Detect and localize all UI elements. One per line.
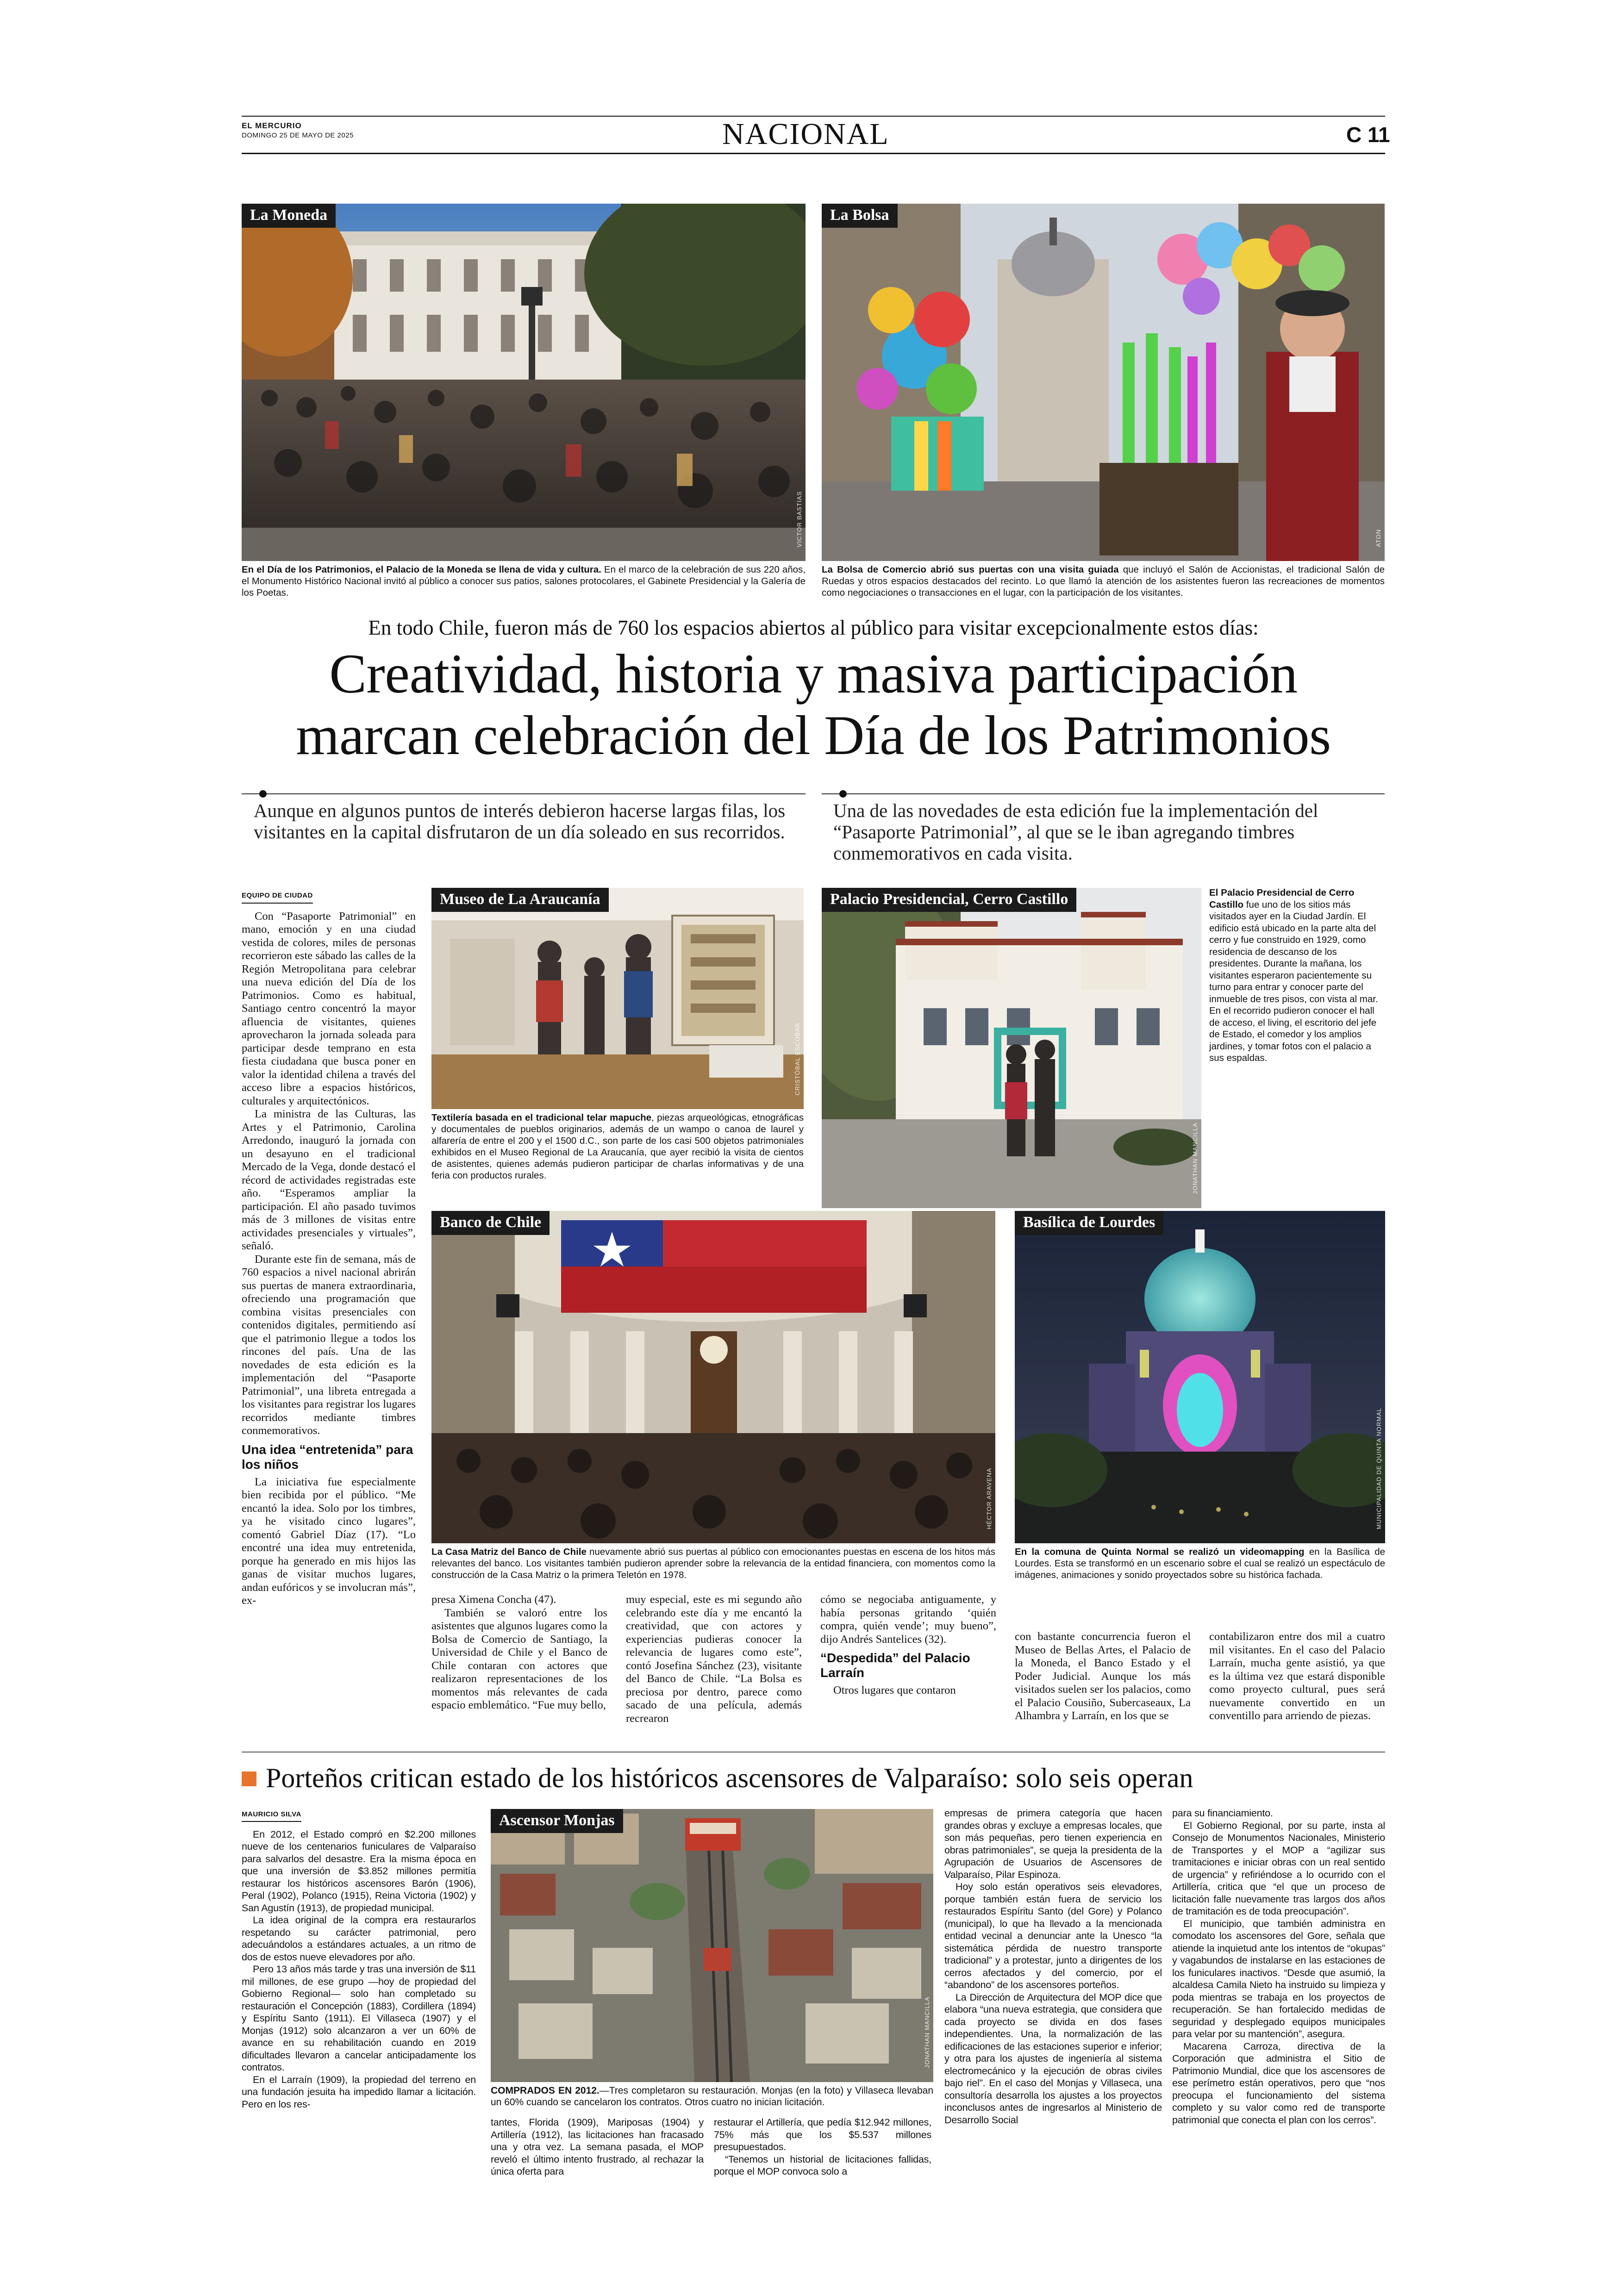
second-story-column-2 [491,2116,704,2178]
headline-line-2: marcan celebración del Día de los Patrimonios [296,705,1331,767]
dek-dot-left [259,790,267,798]
photo-credit-araucania: CRISTÓBAL ESCOBAR [794,1022,801,1095]
caption-la-moneda [242,564,806,599]
second-story-title: Porteños critican estado de los históricos ascensores de Valparaíso: solo seis operan [266,1763,1193,1793]
caption-lead-la-moneda: En el Día de los Patrimonios, el Palacio de la Moneda se llena de vida y cultura. [242,564,601,575]
dek-right: Una de las novedades de esta edición fue la implementación del “Pasaporte Patrimonial”, al que se le iban agregando timbres conmemorativos en cada visita. [833,800,1318,864]
main-byline: EQUIPO DE CIUDAD [242,889,313,904]
photo-tag-ascensor: Ascensor Monjas [491,1809,623,1833]
photo-la-bolsa [822,204,1385,561]
main-col5-p1: con bastante concurrencia fueron el Museo de Bellas Artes, el Palacio de la Moneda, el Banco Estado y el Poder Judicial. Aunque los más visitados suelen ser los palacios, como el Palacio Cousiño, Subercaseaux, La Alhambra y Larraín, en los que se [1015,1630,1191,1722]
caption-la-bolsa [822,564,1385,599]
photo-la-moneda [242,204,806,561]
la-moneda-illustration [242,204,806,561]
main-col3-p1: muy especial, este es mi segundo año celebrando este día y me encantó la creatividad, que con actores y experiencias pudieras conocer la relevancia de lugares como este”, contó Josefina Sánchez (23), visitante del Banco de Chile. “La Bolsa es preciosa por dentro, parece como sacado de una película, además recrearon [626,1593,802,1725]
caption-body-la-bolsa: que incluyó el Salón de Accionistas, el tradicional Salón de Ruedas y otros espacios destacados del recinto. Lo que llamó la atención de los asistentes fueron las recreaciones de momentos como negociaciones o transacciones en el lugar, con la participación de los visitantes. [822,564,1385,598]
banco-illustration [431,1211,995,1543]
headline-kicker: En todo Chile, fueron más de 760 los espacios abiertos al público para visitar excepcionalmente estos días: [368,616,1259,639]
photo-museo-araucania [431,888,804,1109]
main-col2-p1: presa Ximena Concha (47). [431,1593,556,1606]
caption-lourdes [1015,1546,1385,1581]
main-col6-p1: contabilizaron entre dos mil a cuatro mil visitantes. En el caso del Palacio Larraín, mucha gente asistió, ya que es la última vez que estará disponible como proyecto cultural, pues será nuevamente convertido en un conventillo para arriendo de piezas. [1209,1630,1385,1722]
second-col3-p2: “Tenemos un historial de licitaciones fallidas, porque el MOP convoca solo a [714,2153,931,2177]
second-story-column-4 [944,1807,1162,2126]
main-col2-p2: También se valoró entre los asistentes que algunos lugares como la Bolsa de Comercio de Santiago, la Universidad de Chile y el Banco de Chile contaran con actores que realizaron representaciones de los momentos más relevantes de cada espacio emblemático. “Fue muy bello, [431,1606,607,1711]
second-col5-p3: El municipio, que también administra en comodato los ascensores del Gore, señala que atiende la inquietud ante los intentos de “okupas” y vagabundos de instalarse en las estaciones de los funiculares inactivos. “Desde que asumió, la alcaldesa Camila Nieto ha instruido su limpieza y poda mientras se trabaja en los proyectos de recuperación. Se han fortalecido medidas de seguridad y desplegado equipos municipales para velar por su mantención”, asegura. [1172,1918,1385,2039]
main-col1-p2: La ministra de las Culturas, las Artes y el Patrimonio, Carolina Arredondo, inauguró la jornada con un desayuno en el tradicional Mercado de la Vega, donde destacó el récord de actividades registradas este año. “Esperamos ampliar la participación. El año pasado tuvimos más de 3 millones de visitas entre actividades presenciales y virtuales”, señaló. [242,1108,416,1252]
main-story-column-2 [431,1593,607,1712]
second-story-column-5 [1172,1807,1385,2126]
main-col1b-p1: La iniciativa fue especialmente bien recibida por el público. “Me encantó la idea. Solo por los timbres, ya he visitado cinco lugares”, comentó Gabriel Díaz (17). “Lo encontré una idea muy entretenida, porque ha generado en mis hijos las ganas de visitar muchos lugares, andan eufóricos y se involucran más”, ex- [242,1475,416,1607]
photo-credit-banco: HÉCTOR ARAVENA [986,1468,993,1529]
caption-lead-araucania: Textilería basada en el tradicional telar mapuche [431,1112,652,1123]
second-col1-p3: Pero 13 años más tarde y tras una inversión de $11 mil millones, de ese grupo —hoy de propiedad del Gobierno Regional— solo han completado su restauración el Concepción (1883), Cordillera (1894) y Espíritu Santo (1911). El Villaseca (1907) y el Monjas (1912) solo alcanzaron a ver un 60% de avance en su rehabilitación cuando en 2019 dificultades llevaron a cancelar anticipadamente los contratos. [242,1964,476,2073]
caption-lead-cerro-castillo: El Palacio Presidencial de Cerro Castillo [1209,887,1355,910]
araucania-illustration [431,888,804,1109]
page-number: C 11 [1346,123,1390,147]
main-subhead-2: “Despedida” del Palacio Larraín [820,1651,970,1680]
photo-credit-la-moneda: VICTOR BASTIAS [796,491,803,547]
second-byline: MAURICIO SILVA [242,1809,301,1822]
photo-tag-lourdes: Basílica de Lourdes [1015,1211,1163,1235]
second-col5-p2: El Gobierno Regional, por su parte, insta al Consejo de Monumentos Nacionales, Ministerio de Transportes y el MOP a “agilizar sus tramitaciones e iniciar obras con un real sentido de urgencia” y refiriéndose a lo ocurrido con el Artillería, critica que “el que un proceso de licitación falle nuevamente tras largos dos años de tramitación es de toda preocupación”. [1172,1820,1385,1917]
second-story-column-1 [242,1807,476,2270]
main-subhead-1: Una idea “entretenida” para los niños [242,1442,413,1472]
photo-credit-lourdes: MUNICIPALIDAD DE QUINTA NORMAL [1375,1408,1382,1529]
main-story-column-1 [242,888,416,1647]
caption-body-ascensor: —Tres completaron su restauración. Monjas (en la foto) y Villaseca llevaban un 60% cuando se cancelaron los contratos. Otros cuatro no inician licitación. [491,2085,933,2108]
lourdes-illustration [1015,1211,1385,1543]
photo-credit-ascensor: JONATHAN MANCILLA [924,1996,931,2068]
second-col4-p3: La Dirección de Arquitectura del MOP dice que elabora “una nueva estrategia, que considera que cada proyecto se divida en dos fases independientes. Una, la normalización de las edificaciones de las estaciones superior e inferior; y otra para los ajustes de ingeniería al sistema electromecánico y la ejecución de obras civiles bajo riel”. En el caso del Monjas y Villaseca, una consultoría desarrolla los ajustes a los proyectos inconclusos antes de ingresarlos al Ministerio de Desarrollo Social [944,1991,1162,2126]
masthead-paper: EL MERCURIO [242,121,302,130]
second-col1-p4: En el Larraín (1909), la propiedad del terreno en una fundación jesuita ha impedido llamar a licitación. Pero en los res- [242,2074,476,2110]
photo-cerro-castillo [822,888,1201,1208]
ascensor-illustration [491,1809,933,2082]
caption-body-araucania: , piezas arqueológicas, etnográficas y documentales de pueblos originarios, además de un wampo o canoa de laurel y alfarería de entre el 200 y el 1500 d.C., son parte de los casi 500 objetos patrimoniales exhibidos en el Museo Regional de La Araucanía, que ayer recibió la visita de cientos de asistentes, quienes además pudieron participar de charlas informativas y de una feria con productos rurales. [431,1112,804,1181]
caption-lead-banco: La Casa Matriz del Banco de Chile [431,1547,587,1557]
photo-tag-la-bolsa: La Bolsa [822,204,898,228]
photo-tag-cerro-castillo: Palacio Presidencial, Cerro Castillo [822,888,1076,912]
main-col1-p1: Con “Pasaporte Patrimonial” en mano, emoción y en una ciudad vestida de colores, miles de personas recorrieron este sábado las calles de la Región Metropolitana para celebrar una nueva edición del Día de los Patrimonios. Como es habitual, Santiago centro concentró la mayor afluencia de visitantes, quienes aprovecharon la jornada soleada para participar desde temprano en esta fiesta ciudadana que busca poner en valor la identidad chilena a través del acceso libre a espacios históricos, culturales y arquitectónicos. [242,910,416,1107]
photo-ascensor-monjas [491,1809,933,2082]
caption-lead-la-bolsa: La Bolsa de Comercio abrió sus puertas con una visita guiada [822,564,1119,575]
second-col3-p1: restaurar el Artillería, que pedía $12.942 millones, 75% más que los $5.537 millones presupuestados. [714,2117,931,2152]
second-story-column-3 [714,2116,931,2178]
caption-ascensor [491,2085,933,2108]
photo-tag-la-moneda: La Moneda [242,204,336,228]
photo-banco-de-chile [431,1211,995,1543]
photo-tag-banco: Banco de Chile [431,1211,550,1235]
dek-rule-right [822,793,1385,794]
masthead-rule [242,153,1385,154]
caption-banco [431,1546,995,1581]
dek-dot-right [839,790,847,798]
section-title: NACIONAL [722,117,889,151]
main-col4b-p1: Otros lugares que contaron [833,1684,956,1696]
second-col2-p1: tantes, Florida (1909), Mariposas (1904) y Artillería (1912), las licitaciones han fracasado una y otra vez. La semana pasada, el MOP reveló el último intento frustrado, al rechazar la única oferta para [491,2117,704,2177]
headline-line-1: Creatividad, historia y masiva participación [329,643,1298,705]
caption-body-banco: nuevamente abrió sus puertas al público con emocionantes puestas en escena de los hitos más relevantes del banco. Los visitantes también pudieron aprender sobre la relevancia de la entidad financiera, con momentos como la construcción de la Casa Matriz o la primera Teletón en 1978. [431,1547,995,1580]
second-col5-p4: Macarena Carroza, directiva de la Corporación que administra el Sitio de Patrimonio Mundial, dice que los ascensores de ese perímetro están operativos, pero que “nos preocupa el funcionamiento del sistema completo y su valor como red de transporte patrimonial que conecta el plan con los cerros”. [1172,2040,1385,2126]
second-col1-p2: La idea original de la compra era restaurarlos respetando su carácter patrimonial, pero adecuándolos a estándares actuales, a un ritmo de dos de estos nueve elevadores por año. [242,1915,476,1963]
accent-square [242,1771,256,1786]
caption-cerro-castillo [1209,887,1385,1064]
caption-body-cerro-castillo: fue uno de los sitios más visitados ayer en la Ciudad Jardín. El edificio está ubicado en la parte alta del cerro y fue construido en 1929, como residencia de descanso de los presidentes. Durante la mañana, los visitantes esperaron pacientemente su turno para entrar y conocer parte del inmueble de tres pisos, con vista al mar. En el recorrido pudieron conocer el hall de acceso, el living, el escritorio del jefe de Estado, el comedor y los amplios jardines, y tomar fotos con el palacio a sus espaldas. [1209,899,1378,1063]
caption-body-lourdes: en la Basílica de Lourdes. Esta se transformó en un escenario sobre el cual se realizó un espectáculo de imágenes, animaciones y sonido proyectados sobre su histórica fachada. [1015,1547,1385,1580]
photo-credit-cerro-castillo: JONATHAN MANCILLA [1192,1123,1199,1194]
photo-credit-la-bolsa: ATON [1375,529,1382,547]
main-story-column-6 [1209,1630,1385,1723]
dek-rule-left [242,793,806,794]
second-col1-p1: En 2012, el Estado compró en $2.200 millones nueve de los centenarios funiculares de Valparaíso para salvarlos del desastre. Era la misma época en que una inversión de $3.852 millones permitía restaurar los históricos ascensores Barón (1906), Peral (1902), Polanco (1915), Reina Victoria (1902) y San Agustín (1913), de propiedad municipal. [242,1828,476,1914]
main-col1-p3: Durante este fin de semana, más de 760 espacios a nivel nacional abrirán sus puertas de manera extraordinaria, ofreciendo una programación que combina visitas presenciales con contenidos digitales, permitiendo así que el patrimonio llegue a todos los rincones del país. Una de las novedades de esta edición es la implementación del “Pasaporte Patrimonial”, una libreta entregada a los visitantes para registrar los lugares recorridos mediante timbres conmemorativos. [242,1253,416,1437]
second-col4-p1: empresas de primera categoría que hacen grandes obras y excluye a empresas locales, que son más pequeñas, pero tienen experiencia en obras patrimoniales”, se queja la presidenta de la Agrupación de Usuarios de Ascensores de Valparaíso, Pilar Espinoza. [944,1808,1162,1880]
cerro-castillo-illustration [822,888,1201,1208]
photo-tag-araucania: Museo de La Araucanía [431,888,609,912]
main-story-column-3 [626,1593,802,1725]
main-story-column-5 [1015,1630,1191,1723]
second-col5-p1: para su financiamiento. [1172,1808,1273,1819]
caption-body-la-moneda: En el marco de la celebración de sus 220 años, el Monumento Histórico Nacional invitó al público a conocer sus patios, salones protocolares, el Gabinete Presidencial y la Galería de los Poetas. [242,564,806,598]
masthead-date: DOMINGO 25 DE MAYO DE 2025 [242,131,354,139]
caption-araucania [431,1112,804,1181]
caption-lead-ascensor: COMPRADOS EN 2012. [491,2085,600,2096]
la-bolsa-illustration [822,204,1385,561]
main-col4-p1: cómo se negociaba antiguamente, y había personas gritando ‘quién compra, quién vende’; muy bueno”, dijo Andrés Santelices (32). [820,1593,996,1646]
masthead-rule-top [242,116,1385,117]
second-col4-p2: Hoy solo están operativos seis elevadores, porque también están fuera de servicio los restaurados Espíritu Santo (del Gore) y Polanco (municipal), lo que ha llevado a la mencionada entidad vecinal a denunciar ante la Unesco “la sistemática pérdida de nuestro transporte tradicional” y a protestar, junto a dirigentes de los cerros afectados y del comercio, por el “abandono” de los ascensores porteños. [944,1881,1162,1990]
photo-basilica-lourdes [1015,1211,1385,1543]
caption-lead-lourdes: En la comuna de Quinta Normal se realizó un videomapping [1015,1547,1305,1557]
main-story-column-4 [820,1593,996,1697]
dek-left: Aunque en algunos puntos de interés debieron hacerse largas filas, los visitantes en la capital disfrutaron de un día soleado en sus recorridos. [254,800,786,842]
